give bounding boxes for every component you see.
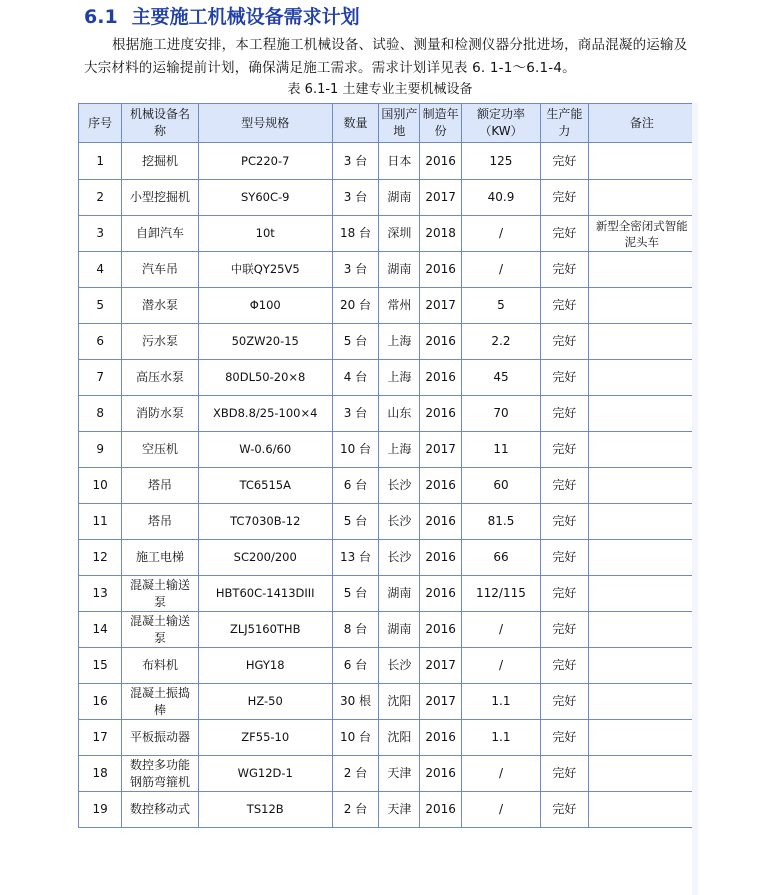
origin-cell: 长沙: [379, 648, 420, 684]
status-cell: 完好: [541, 396, 588, 432]
status-cell: 完好: [541, 648, 588, 684]
name-cell: 布料机: [122, 648, 198, 684]
seq-cell: 12: [79, 540, 122, 576]
origin-cell: 湖南: [379, 252, 420, 288]
remark-cell: [588, 612, 695, 648]
qty-cell: 5 台: [332, 576, 378, 612]
header-cell: 制造年份: [420, 104, 461, 143]
year-cell: 2017: [420, 288, 461, 324]
status-cell: 完好: [541, 468, 588, 504]
table-row: [79, 792, 696, 828]
header-cell: 数量: [332, 104, 378, 143]
power-cell: 60: [461, 468, 540, 504]
header-cell: 国别产地: [379, 104, 420, 143]
origin-cell: 沈阳: [379, 720, 420, 756]
remark-cell: [588, 143, 695, 180]
origin-cell: 上海: [379, 360, 420, 396]
origin-cell: 深圳: [379, 216, 420, 252]
spec-cell: Φ100: [198, 288, 332, 324]
status-cell: 完好: [541, 576, 588, 612]
remark-cell: [588, 576, 695, 612]
remark-cell: [588, 792, 695, 828]
qty-cell: 10 台: [332, 432, 378, 468]
status-cell: 完好: [541, 720, 588, 756]
table-row: [79, 432, 696, 468]
remark-cell: [588, 252, 695, 288]
origin-cell: 湖南: [379, 576, 420, 612]
qty-cell: 5 台: [332, 504, 378, 540]
origin-cell: 日本: [379, 143, 420, 180]
power-cell: 2.2: [461, 324, 540, 360]
spec-cell: SY60C-9: [198, 180, 332, 216]
qty-cell: 3 台: [332, 252, 378, 288]
remark-cell: [588, 648, 695, 684]
power-cell: 70: [461, 396, 540, 432]
table-row: [79, 180, 696, 216]
table-row: [79, 288, 696, 324]
seq-cell: 8: [79, 396, 122, 432]
power-cell: 81.5: [461, 504, 540, 540]
spec-cell: 中联QY25V5: [198, 252, 332, 288]
table-body: [79, 143, 696, 828]
power-cell: 125: [461, 143, 540, 180]
year-cell: 2016: [420, 468, 461, 504]
spec-cell: TC7030B-12: [198, 504, 332, 540]
power-cell: 1.1: [461, 684, 540, 720]
table-row: [79, 468, 696, 504]
qty-cell: 30 根: [332, 684, 378, 720]
year-cell: 2016: [420, 324, 461, 360]
seq-cell: 19: [79, 792, 122, 828]
year-cell: 2016: [420, 792, 461, 828]
qty-cell: 13 台: [332, 540, 378, 576]
spec-cell: ZF55-10: [198, 720, 332, 756]
header-cell: 机械设备名称: [122, 104, 198, 143]
remark-cell: [588, 756, 695, 792]
remark-cell: [588, 540, 695, 576]
spec-cell: HBT60C-1413DIII: [198, 576, 332, 612]
status-cell: 完好: [541, 216, 588, 252]
year-cell: 2016: [420, 396, 461, 432]
seq-cell: 13: [79, 576, 122, 612]
qty-cell: 18 台: [332, 216, 378, 252]
status-cell: 完好: [541, 792, 588, 828]
status-cell: 完好: [541, 756, 588, 792]
remark-cell: [588, 684, 695, 720]
origin-cell: 湖南: [379, 180, 420, 216]
table-row: [79, 396, 696, 432]
name-cell: 高压水泵: [122, 360, 198, 396]
name-cell: 潜水泵: [122, 288, 198, 324]
table-row: [79, 360, 696, 396]
name-cell: 自卸汽车: [122, 216, 198, 252]
qty-cell: 8 台: [332, 612, 378, 648]
power-cell: 11: [461, 432, 540, 468]
power-cell: 40.9: [461, 180, 540, 216]
table-row: [79, 252, 696, 288]
status-cell: 完好: [541, 360, 588, 396]
origin-cell: 长沙: [379, 468, 420, 504]
header-cell: 备注: [588, 104, 695, 143]
name-cell: 数控移动式: [122, 792, 198, 828]
spec-cell: XBD8.8/25-100×4: [198, 396, 332, 432]
origin-cell: 山东: [379, 396, 420, 432]
table-row: [79, 648, 696, 684]
seq-cell: 16: [79, 684, 122, 720]
table-caption: 表 6.1-1 土建专业主要机械设备: [287, 82, 473, 97]
year-cell: 2017: [420, 648, 461, 684]
header-cell: 型号规格: [198, 104, 332, 143]
spec-cell: 80DL50-20×8: [198, 360, 332, 396]
year-cell: 2016: [420, 504, 461, 540]
origin-cell: 常州: [379, 288, 420, 324]
seq-cell: 17: [79, 720, 122, 756]
name-cell: 污水泵: [122, 324, 198, 360]
qty-cell: 5 台: [332, 324, 378, 360]
header-cell: 序号: [79, 104, 122, 143]
origin-cell: 长沙: [379, 504, 420, 540]
origin-cell: 天津: [379, 792, 420, 828]
spec-cell: 10t: [198, 216, 332, 252]
status-cell: 完好: [541, 684, 588, 720]
year-cell: 2018: [420, 216, 461, 252]
name-cell: 混凝土输送泵: [122, 612, 198, 648]
table-row: [79, 720, 696, 756]
origin-cell: 长沙: [379, 540, 420, 576]
table-row: [79, 540, 696, 576]
year-cell: 2016: [420, 612, 461, 648]
table-row: [79, 216, 696, 252]
seq-cell: 15: [79, 648, 122, 684]
spec-cell: 50ZW20-15: [198, 324, 332, 360]
name-cell: 平板振动器: [122, 720, 198, 756]
qty-cell: 4 台: [332, 360, 378, 396]
power-cell: 112/115: [461, 576, 540, 612]
spec-cell: WG12D-1: [198, 756, 332, 792]
seq-cell: 1: [79, 143, 122, 180]
table-row: [79, 612, 696, 648]
qty-cell: 3 台: [332, 180, 378, 216]
remark-cell: [588, 324, 695, 360]
seq-cell: 7: [79, 360, 122, 396]
power-cell: /: [461, 252, 540, 288]
seq-cell: 4: [79, 252, 122, 288]
year-cell: 2016: [420, 720, 461, 756]
header-cell: 额定功率（KW）: [461, 104, 540, 143]
remark-cell: [588, 288, 695, 324]
spec-cell: TC6515A: [198, 468, 332, 504]
remark-cell: 新型全密闭式智能泥头车: [588, 216, 695, 252]
name-cell: 空压机: [122, 432, 198, 468]
year-cell: 2017: [420, 432, 461, 468]
status-cell: 完好: [541, 324, 588, 360]
power-cell: 45: [461, 360, 540, 396]
year-cell: 2016: [420, 756, 461, 792]
qty-cell: 2 台: [332, 756, 378, 792]
status-cell: 完好: [541, 180, 588, 216]
year-cell: 2016: [420, 576, 461, 612]
status-cell: 完好: [541, 288, 588, 324]
year-cell: 2017: [420, 684, 461, 720]
name-cell: 挖掘机: [122, 143, 198, 180]
seq-cell: 10: [79, 468, 122, 504]
table-row: [79, 324, 696, 360]
origin-cell: 湖南: [379, 612, 420, 648]
header-cell: 生产能力: [541, 104, 588, 143]
year-cell: 2016: [420, 252, 461, 288]
qty-cell: 10 台: [332, 720, 378, 756]
seq-cell: 14: [79, 612, 122, 648]
year-cell: 2017: [420, 180, 461, 216]
status-cell: 完好: [541, 504, 588, 540]
origin-cell: 沈阳: [379, 684, 420, 720]
seq-cell: 9: [79, 432, 122, 468]
name-cell: 塔吊: [122, 468, 198, 504]
section-heading: [84, 2, 360, 29]
status-cell: 完好: [541, 432, 588, 468]
section-number: 6.1: [84, 6, 118, 28]
table-row: [79, 504, 696, 540]
table-row: [79, 143, 696, 180]
power-cell: /: [461, 648, 540, 684]
status-cell: 完好: [541, 252, 588, 288]
year-cell: 2016: [420, 540, 461, 576]
page-edge-shadow: [692, 103, 698, 895]
remark-cell: [588, 432, 695, 468]
name-cell: 混凝土输送泵: [122, 576, 198, 612]
spec-cell: HGY18: [198, 648, 332, 684]
remark-cell: [588, 468, 695, 504]
status-cell: 完好: [541, 612, 588, 648]
spec-cell: HZ-50: [198, 684, 332, 720]
qty-cell: 6 台: [332, 468, 378, 504]
qty-cell: 2 台: [332, 792, 378, 828]
name-cell: 小型挖掘机: [122, 180, 198, 216]
year-cell: 2016: [420, 143, 461, 180]
seq-cell: 6: [79, 324, 122, 360]
origin-cell: 上海: [379, 432, 420, 468]
qty-cell: 3 台: [332, 396, 378, 432]
power-cell: /: [461, 216, 540, 252]
status-cell: 完好: [541, 143, 588, 180]
spec-cell: PC220-7: [198, 143, 332, 180]
power-cell: /: [461, 756, 540, 792]
power-cell: 1.1: [461, 720, 540, 756]
table-row: [79, 756, 696, 792]
name-cell: 汽车吊: [122, 252, 198, 288]
spec-cell: W-0.6/60: [198, 432, 332, 468]
qty-cell: 6 台: [332, 648, 378, 684]
power-cell: /: [461, 792, 540, 828]
remark-cell: [588, 720, 695, 756]
table-row: [79, 576, 696, 612]
remark-cell: [588, 396, 695, 432]
origin-cell: 上海: [379, 324, 420, 360]
name-cell: 数控多功能钢筋弯箍机: [122, 756, 198, 792]
power-cell: /: [461, 612, 540, 648]
power-cell: 66: [461, 540, 540, 576]
spec-cell: SC200/200: [198, 540, 332, 576]
year-cell: 2016: [420, 360, 461, 396]
qty-cell: 3 台: [332, 143, 378, 180]
spec-cell: ZLJ5160THB: [198, 612, 332, 648]
status-cell: 完好: [541, 540, 588, 576]
section-title: 主要施工机械设备需求计划: [131, 6, 360, 28]
remark-cell: [588, 360, 695, 396]
name-cell: 施工电梯: [122, 540, 198, 576]
name-cell: 塔吊: [122, 504, 198, 540]
seq-cell: 11: [79, 504, 122, 540]
remark-cell: [588, 504, 695, 540]
name-cell: 消防水泵: [122, 396, 198, 432]
equipment-table: [78, 103, 696, 828]
remark-cell: [588, 180, 695, 216]
table-header-row: [79, 104, 696, 143]
origin-cell: 天津: [379, 756, 420, 792]
seq-cell: 18: [79, 756, 122, 792]
intro-paragraph: 根据施工进度安排，本工程施工机械设备、试验、测量和检测仪器分批进场，商品混凝的运输及大宗材料的运输提前计划，确保满足施工需求。需求计划详见表 6. 1-1～6.1-4。: [84, 37, 688, 76]
seq-cell: 3: [79, 216, 122, 252]
power-cell: 5: [461, 288, 540, 324]
table-row: [79, 684, 696, 720]
name-cell: 混凝土振捣棒: [122, 684, 198, 720]
spec-cell: TS12B: [198, 792, 332, 828]
seq-cell: 5: [79, 288, 122, 324]
seq-cell: 2: [79, 180, 122, 216]
qty-cell: 20 台: [332, 288, 378, 324]
